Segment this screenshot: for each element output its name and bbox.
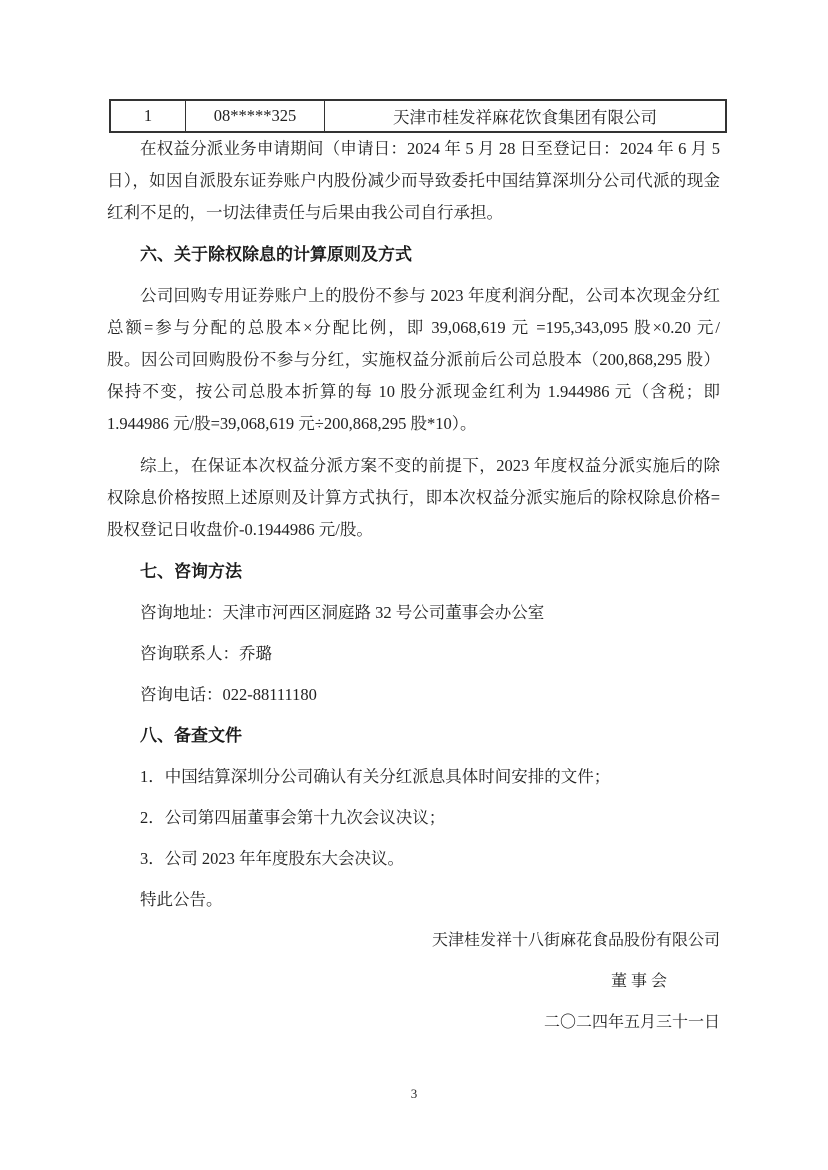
shareholder-table — [109, 99, 727, 133]
section-heading-eight: 八、备查文件 — [140, 726, 242, 745]
paragraph-line: 日），如因自派股东证券账户内股份减少而导致委托中国结算深圳分公司代派的现金 — [107, 171, 720, 190]
paragraph-line: 1.944986 元/股=39,068,619 元÷200,868,295 股*10）。 — [107, 414, 477, 433]
table-cell-holder: 天津市桂发祥麻花饮食集团有限公司 — [325, 100, 727, 132]
signature-date: 二〇二四年五月三十一日 — [543, 1014, 720, 1031]
reference-document-3: 3．公司 2023 年年度股东大会决议。 — [140, 849, 404, 868]
paragraph-line: 保持不变，按公司总股本折算的每 10 股分派现金红利为 1.944986 元（含税；即 — [107, 382, 720, 401]
paragraph-line: 在权益分派业务申请期间（申请日：2024 年 5 月 28 日至登记日：2024 年 6 月 5 — [140, 139, 720, 158]
contact-address: 咨询地址：天津市河西区洞庭路 32 号公司董事会办公室 — [140, 603, 545, 622]
paragraph-line: 权除息价格按照上述原则及计算方式执行，即本次权益分派实施后的除权除息价格= — [107, 488, 720, 507]
table-cell-account: 08*****325 — [186, 100, 325, 132]
paragraph-line: 公司回购专用证券账户上的股份不参与 2023 年度利润分配，公司本次现金分红 — [140, 286, 720, 305]
section-heading-six: 六、关于除权除息的计算原则及方式 — [140, 245, 412, 264]
contact-phone: 咨询电话：022-88111180 — [140, 685, 317, 704]
table-row — [110, 100, 726, 132]
section-heading-seven: 七、咨询方法 — [140, 562, 242, 581]
signature-board: 董 事 会 — [610, 973, 667, 990]
paragraph-summary — [107, 450, 720, 546]
reference-document-1: 1．中国结算深圳分公司确认有关分红派息具体时间安排的文件； — [140, 767, 611, 786]
paragraph-line: 股。因公司回购股份不参与分红，实施权益分派前后公司总股本（200,868,295 股） — [107, 350, 720, 369]
paragraph-line: 股权登记日收盘价-0.1944986 元/股。 — [107, 520, 373, 539]
signature-company: 天津桂发祥十八街麻花食品股份有限公司 — [431, 932, 720, 949]
paragraph-calculation — [107, 280, 720, 440]
closing-statement: 特此公告。 — [140, 890, 223, 909]
contact-person: 咨询联系人：乔璐 — [140, 644, 272, 663]
reference-document-2: 2．公司第四届董事会第十九次会议决议； — [140, 808, 446, 827]
paragraph-line: 总额=参与分配的总股本×分配比例，即 39,068,619 元 =195,343,095 股×0.20 元/ — [107, 318, 720, 337]
table-cell-index: 1 — [110, 100, 186, 132]
paragraph-line: 综上，在保证本次权益分派方案不变的前提下，2023 年度权益分派实施后的除 — [140, 456, 720, 475]
document-content — [107, 99, 720, 1048]
page-number: 3 — [410, 1086, 418, 1101]
paragraph-application-period — [107, 133, 720, 229]
paragraph-line: 红利不足的，一切法律责任与后果由我公司自行承担。 — [107, 203, 503, 222]
